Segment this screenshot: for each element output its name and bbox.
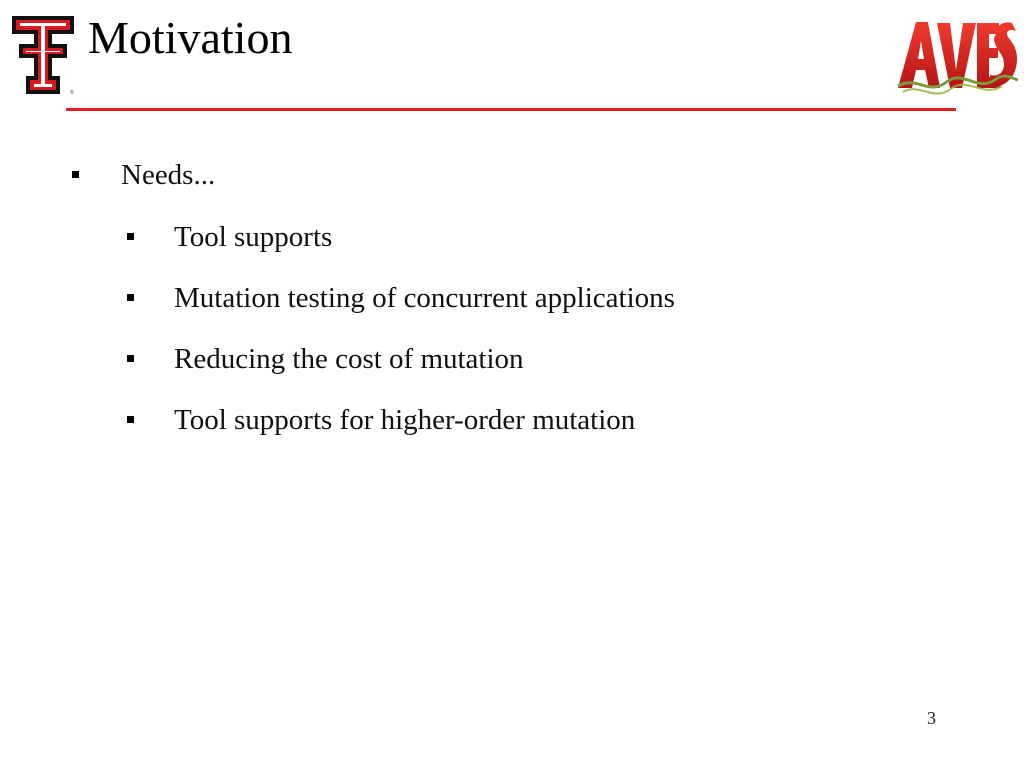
square-bullet-icon [72, 171, 79, 178]
square-bullet-icon [127, 233, 134, 240]
bullet-text: Tool supports for higher-order mutation [174, 404, 636, 436]
bullet-text: Needs... [121, 159, 216, 191]
bullet-text: Mutation testing of concurrent applications [174, 282, 675, 314]
square-bullet-icon [127, 416, 134, 423]
slide-title: Motivation [88, 12, 293, 63]
bullet-item [174, 220, 332, 254]
bullet-text: Tool supports [174, 221, 333, 253]
page-number: 3 [927, 708, 936, 728]
square-bullet-icon [127, 355, 134, 362]
square-bullet-icon [127, 294, 134, 301]
svg-text:®: ® [70, 90, 74, 96]
bullet-item [174, 281, 675, 315]
bullet-item [174, 342, 524, 376]
bullet-item [121, 158, 215, 192]
bullet-text: Reducing the cost of mutation [174, 343, 524, 375]
bullet-item [174, 403, 635, 437]
